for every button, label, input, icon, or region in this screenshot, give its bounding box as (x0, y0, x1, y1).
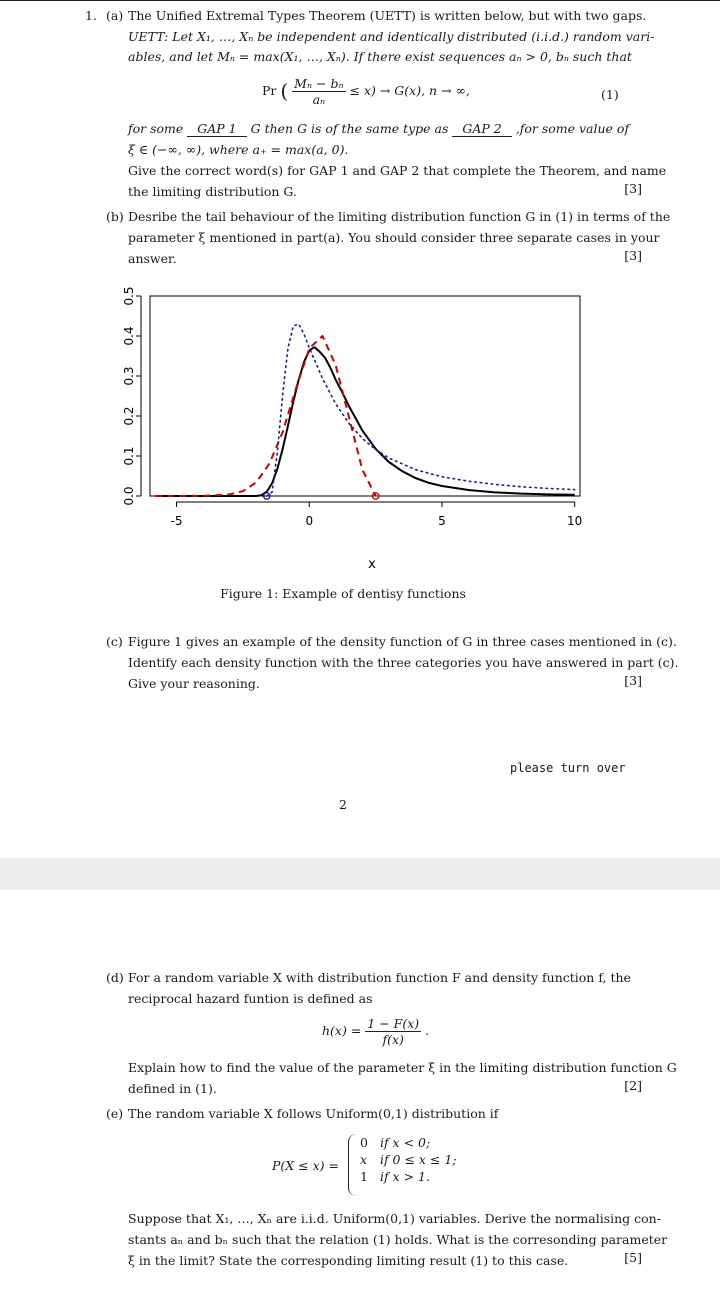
part-a-label: (a) (106, 8, 124, 23)
case-value: 0 (360, 1135, 368, 1150)
plot-frame (150, 296, 580, 496)
y-tick-label: 0.3 (122, 366, 136, 386)
eq-numerator: Mₙ − bₙ (294, 76, 344, 91)
eq-pr: Pr (262, 83, 277, 98)
page-number: 2 (339, 797, 347, 812)
uniform-cdf-cases (354, 1134, 463, 1185)
x-tick-label: 10 (567, 514, 583, 528)
xi-line: ξ ∈ (−∞, ∞), where a₊ = max(a, 0). (128, 142, 349, 157)
hazard-period: . (425, 1023, 430, 1038)
eq-denominator: aₙ (312, 92, 326, 107)
part-d-line-4: defined in (1). (128, 1081, 217, 1096)
chart-axes (122, 286, 582, 528)
part-c-line-2: Identify each density function with the three categories you have answered in part (c). (128, 655, 679, 670)
eq-fraction (292, 76, 345, 107)
gap-suffix: ,for some value of (515, 121, 630, 136)
hazard-equation (322, 1016, 429, 1047)
y-tick-label: 0.1 (122, 446, 136, 466)
x-tick-label: -5 (170, 514, 183, 528)
marks-e: [5] (624, 1250, 642, 1265)
please-turn-over: please turn over (510, 761, 626, 775)
gap-1: GAP 1 (187, 121, 246, 137)
part-d-label: (d) (106, 970, 124, 985)
part-c-line-1: Figure 1 gives an example of the density function of G in three cases mentioned in (c). (128, 634, 677, 649)
part-b-line-3: answer. (128, 251, 177, 266)
case-value: 1 (360, 1169, 368, 1184)
eq-rhs: ≤ x) → G(x), n → ∞, (349, 83, 470, 98)
hazard-fraction (365, 1016, 421, 1047)
uett-line-1: UETT: Let X₁, …, Xₙ be independent and identically distributed (i.i.d.) random vari- (128, 29, 655, 44)
part-b-line-1: Desribe the tail behaviour of the limiting distribution function G in (1) in terms of the (128, 209, 671, 224)
x-tick-label: 0 (305, 514, 314, 528)
y-tick-label: 0.0 (122, 486, 136, 506)
x-tick-label: 5 (438, 514, 446, 528)
part-b-line-2: parameter ξ mentioned in part(a). You should consider three separate cases in your (128, 230, 660, 245)
marks-c: [3] (624, 673, 642, 688)
part-c-line-3: Give your reasoning. (128, 676, 260, 691)
case-condition: if x < 0; (379, 1135, 431, 1150)
page-separator (0, 858, 720, 890)
equation-1: Pr ( $\frac{\text{Mₙ − bₙ}}{\text{aₙ}}$ ≤ x) → G(x), n → ∞, (262, 76, 470, 107)
marks-b: [3] (624, 248, 642, 263)
part-e-line-2: Suppose that X₁, …, Xₙ are i.i.d. Uniform(0,1) variables. Derive the normalising con- (128, 1211, 661, 1226)
part-d-line-2: reciprocal hazard funtion is defined as (128, 991, 373, 1006)
case-value: x (360, 1152, 368, 1167)
hazard-numerator: 1 − F(x) (367, 1016, 420, 1031)
y-tick-label: 0.5 (122, 286, 136, 306)
case-row (354, 1168, 463, 1185)
task-a-line-2: the limiting distribution G. (128, 184, 297, 199)
equation-number: (1) (601, 87, 619, 102)
top-rule (0, 0, 720, 1)
part-e-line-1: The random variable X follows Uniform(0,1) distribution if (128, 1106, 499, 1121)
question-number: 1. (85, 8, 97, 23)
figure-caption: Figure 1: Example of dentisy functions (220, 586, 466, 601)
part-e-line-3: stants aₙ and bₙ such that the relation (1) holds. What is the corresonding parameter (128, 1232, 668, 1247)
y-tick-label: 0.4 (122, 326, 136, 346)
case-row (354, 1134, 463, 1151)
part-a-intro: The Unified Extremal Types Theorem (UETT) is written below, but with two gaps. (128, 8, 647, 23)
gap-sentence (128, 118, 629, 139)
part-e-label: (e) (106, 1106, 124, 1121)
task-a-line-1: Give the correct word(s) for GAP 1 and GAP 2 that complete the Theorem, and name (128, 163, 667, 178)
y-tick-label: 0.2 (122, 406, 136, 426)
density-chart (100, 286, 620, 586)
density-curve-dashed (155, 336, 375, 496)
hazard-denominator: f(x) (382, 1032, 404, 1047)
hazard-lhs: h(x) = (322, 1023, 362, 1038)
case-condition: if x > 1. (379, 1169, 430, 1184)
gap-2: GAP 2 (452, 121, 511, 137)
part-d-line-1: For a random variable X with distribution function F and density function f, the (128, 970, 631, 985)
case-row (354, 1151, 463, 1168)
case-condition: if 0 ≤ x ≤ 1; (379, 1152, 457, 1167)
gap-middle: G then G is of the same type as (250, 121, 449, 136)
uniform-cdf-lhs: P(X ≤ x) = (272, 1158, 339, 1173)
marks-d: [2] (624, 1078, 642, 1093)
part-c-label: (c) (106, 634, 123, 649)
uett-line-2: ables, and let Mₙ = max(X₁, …, Xₙ). If there exist sequences aₙ > 0, bₙ such that (128, 49, 632, 64)
part-b-label: (b) (106, 209, 124, 224)
marks-a: [3] (624, 181, 642, 196)
chart-lines (155, 324, 574, 499)
density-curve-dotted (267, 324, 575, 496)
gap-prefix: for some (128, 121, 184, 136)
part-d-line-3: Explain how to find the value of the parameter ξ in the limiting distribution function G (128, 1060, 677, 1075)
x-axis-label: x (368, 557, 376, 572)
part-e-line-4: ξ in the limit? State the corresponding limiting result (1) to this case. (128, 1253, 569, 1268)
